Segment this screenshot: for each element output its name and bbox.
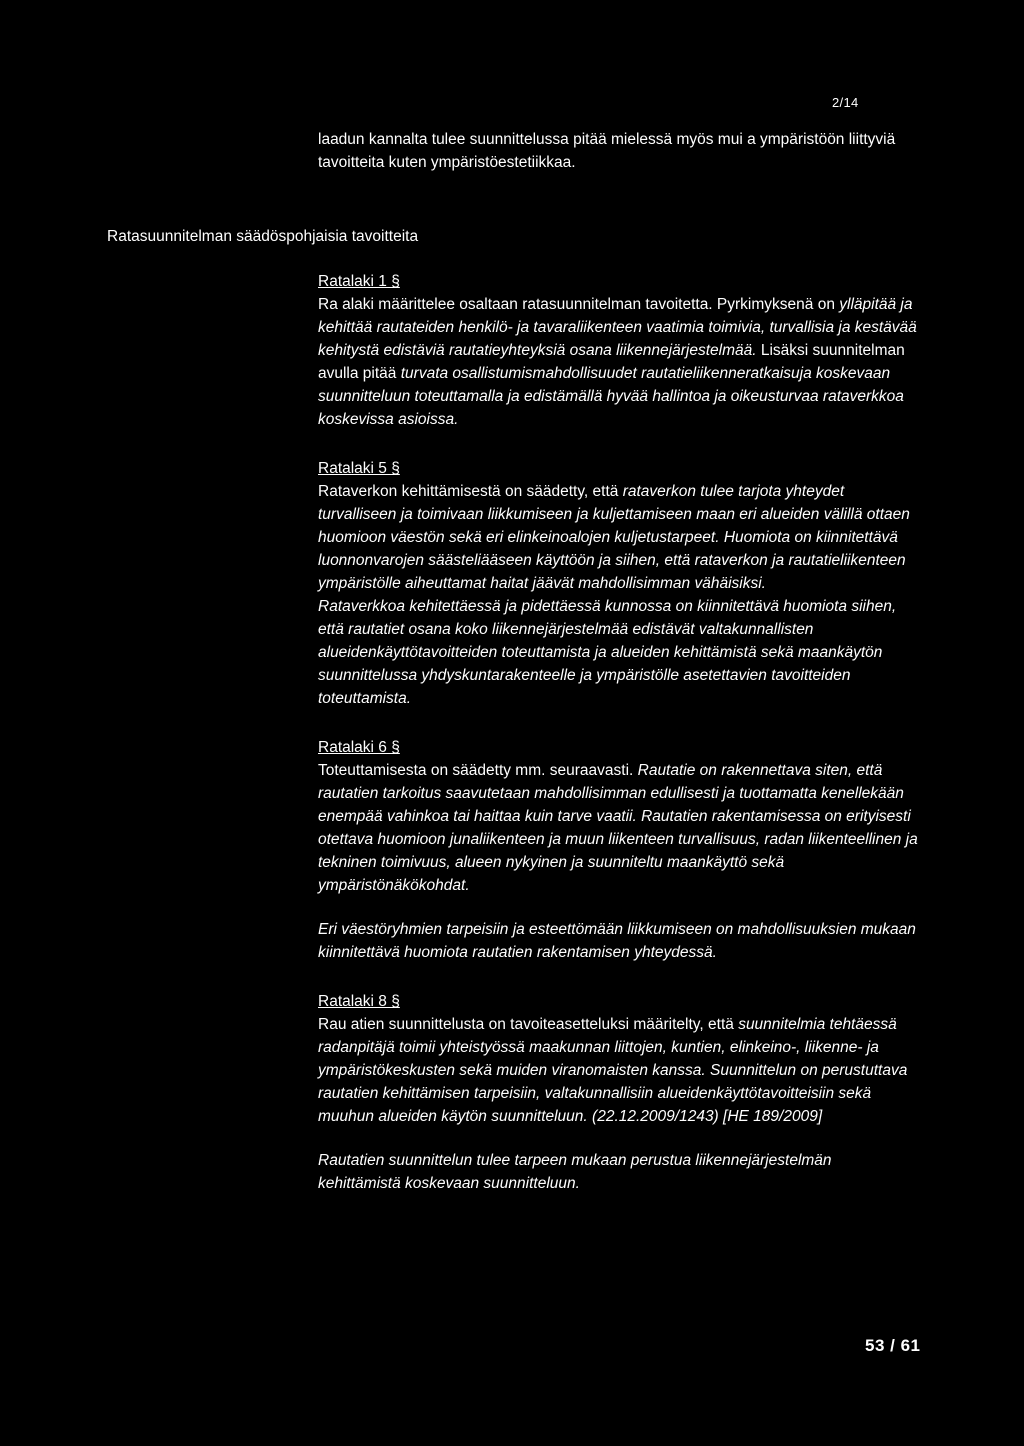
- law-section-6: [318, 736, 918, 964]
- law-paragraph: [318, 293, 918, 431]
- normal-text: Ra alaki määrittelee osaltaan ratasuunnitelman tavoitetta. Pyrkimyksenä on: [318, 296, 840, 313]
- law-paragraph: [318, 595, 918, 710]
- law-section-8: [318, 990, 918, 1195]
- page-counter: 53 / 61: [865, 1336, 921, 1355]
- normal-text: Lisäksi suunnitelman avulla pitää: [318, 342, 905, 382]
- law-sections: [318, 270, 918, 1215]
- law-reference: Ratalaki 6 §: [318, 739, 400, 756]
- law-paragraph: [318, 1013, 918, 1128]
- italic-text: suunnitelmia tehtäessä radanpitäjä toimii yhteistyössä maakunnan liittojen, kuntien, elinkeino-, liikenne- ja ympäristökeskusten sekä muiden viranomaisten kanssa. Suunnittelun on perustuttava rautatien kehittämisen tarpeisiin, valtakunnallisiin alueidenkäyttötavoitteisiin sekä muuhun alueiden käytön suunnitteluun. (22.12.2009/1243) [HE 189/2009]: [318, 1016, 908, 1125]
- italic-text: ylläpitää ja kehittää rautateiden henkilö- ja tavaraliikenteen vaatimia toimivia, turvallisia ja kestävää kehitystä edistäviä rautatieyhteyksiä osana liikennejärjestelmää.: [318, 296, 917, 359]
- law-section-5: [318, 457, 918, 710]
- law-paragraph: [318, 1149, 918, 1195]
- italic-text: Rataverkkoa kehitettäessä ja pidettäessä kunnossa on kiinnitettävä huomiota siihen, että rautatiet osana koko liikennejärjestelmää edistävät valtakunnallisten alueidenkäyttötavoitteiden toteuttamista ja alueiden kehittämistä sekä maankäytön suunnittelussa yhdyskuntarakenteelle ja ympäristölle asetettavien tavoitteiden toteuttamista.: [318, 598, 897, 707]
- italic-text: Rautatien suunnittelun tulee tarpeen mukaan perustua liikennejärjestelmän kehittämistä koskevaan suunnitteluun.: [318, 1152, 832, 1192]
- section-heading: Ratasuunnitelman säädöspohjaisia tavoitteita: [107, 228, 419, 245]
- normal-text: Rau atien suunnittelusta on tavoiteasetteluksi määritelty, että: [318, 1016, 739, 1033]
- normal-text: Rataverkon kehittämisestä on säädetty, että: [318, 483, 623, 500]
- law-reference: Ratalaki 8 §: [318, 993, 400, 1010]
- italic-text: Eri väestöryhmien tarpeisiin ja esteettömään liikkumiseen on mahdollisuuksien mukaan kiinnitettävä huomiota rautatien rakentamisen yhteydessä.: [318, 921, 916, 961]
- law-paragraph: [318, 759, 918, 897]
- law-paragraph: [318, 918, 918, 964]
- law-section-1: [318, 270, 918, 431]
- law-reference: Ratalaki 1 §: [318, 273, 400, 290]
- intro-paragraph: laadun kannalta tulee suunnittelussa pitää mielessä myös mui a ympäristöön liittyviä tavoitteita kuten ympäristöestetiikkaa.: [318, 131, 896, 171]
- italic-text: rataverkon tulee tarjota yhteydet turvalliseen ja toimivaan liikkumiseen ja kuljettamiseen maan eri alueiden välillä ottaen huomioon väestön sekä eri elinkeinoalojen kuljetustarpeet. Huomiota on kiinnitettävä luonnonvarojen säästeliääseen käyttöön ja siihen, että rataverkon ja rautatieliikenteen ympäristölle aiheuttamat haitat jäävät mahdollisimman vähäisiksi.: [318, 483, 910, 592]
- italic-text: Rautatie on rakennettava siten, että rautatien tarkoitus saavutetaan mahdollisimman edullisesti ja tuottamatta kenellekään enempää vahinkoa tai haittaa kuin tarve vaatii. Rautatien rakentamisessa on erityisesti otettava huomioon junaliikenteen ja muun liikenteen turvallisuus, radan liikenteellinen ja tekninen toimivuus, alueen nykyinen ja suunniteltu maankäyttö sekä ympäristönäkökohdat.: [318, 762, 918, 894]
- italic-text: turvata osallistumismahdollisuudet rautatieliikenneratkaisuja koskevaan suunnitteluun toteuttamalla ja edistämällä hyvää hallintoa ja oikeusturvaa rataverkkoa koskevissa asioissa.: [318, 365, 904, 428]
- law-reference: Ratalaki 5 §: [318, 460, 400, 477]
- normal-text: Toteuttamisesta on säädetty mm. seuraavasti.: [318, 762, 638, 779]
- law-paragraph: [318, 480, 918, 595]
- page-marker: 2/14: [832, 95, 859, 110]
